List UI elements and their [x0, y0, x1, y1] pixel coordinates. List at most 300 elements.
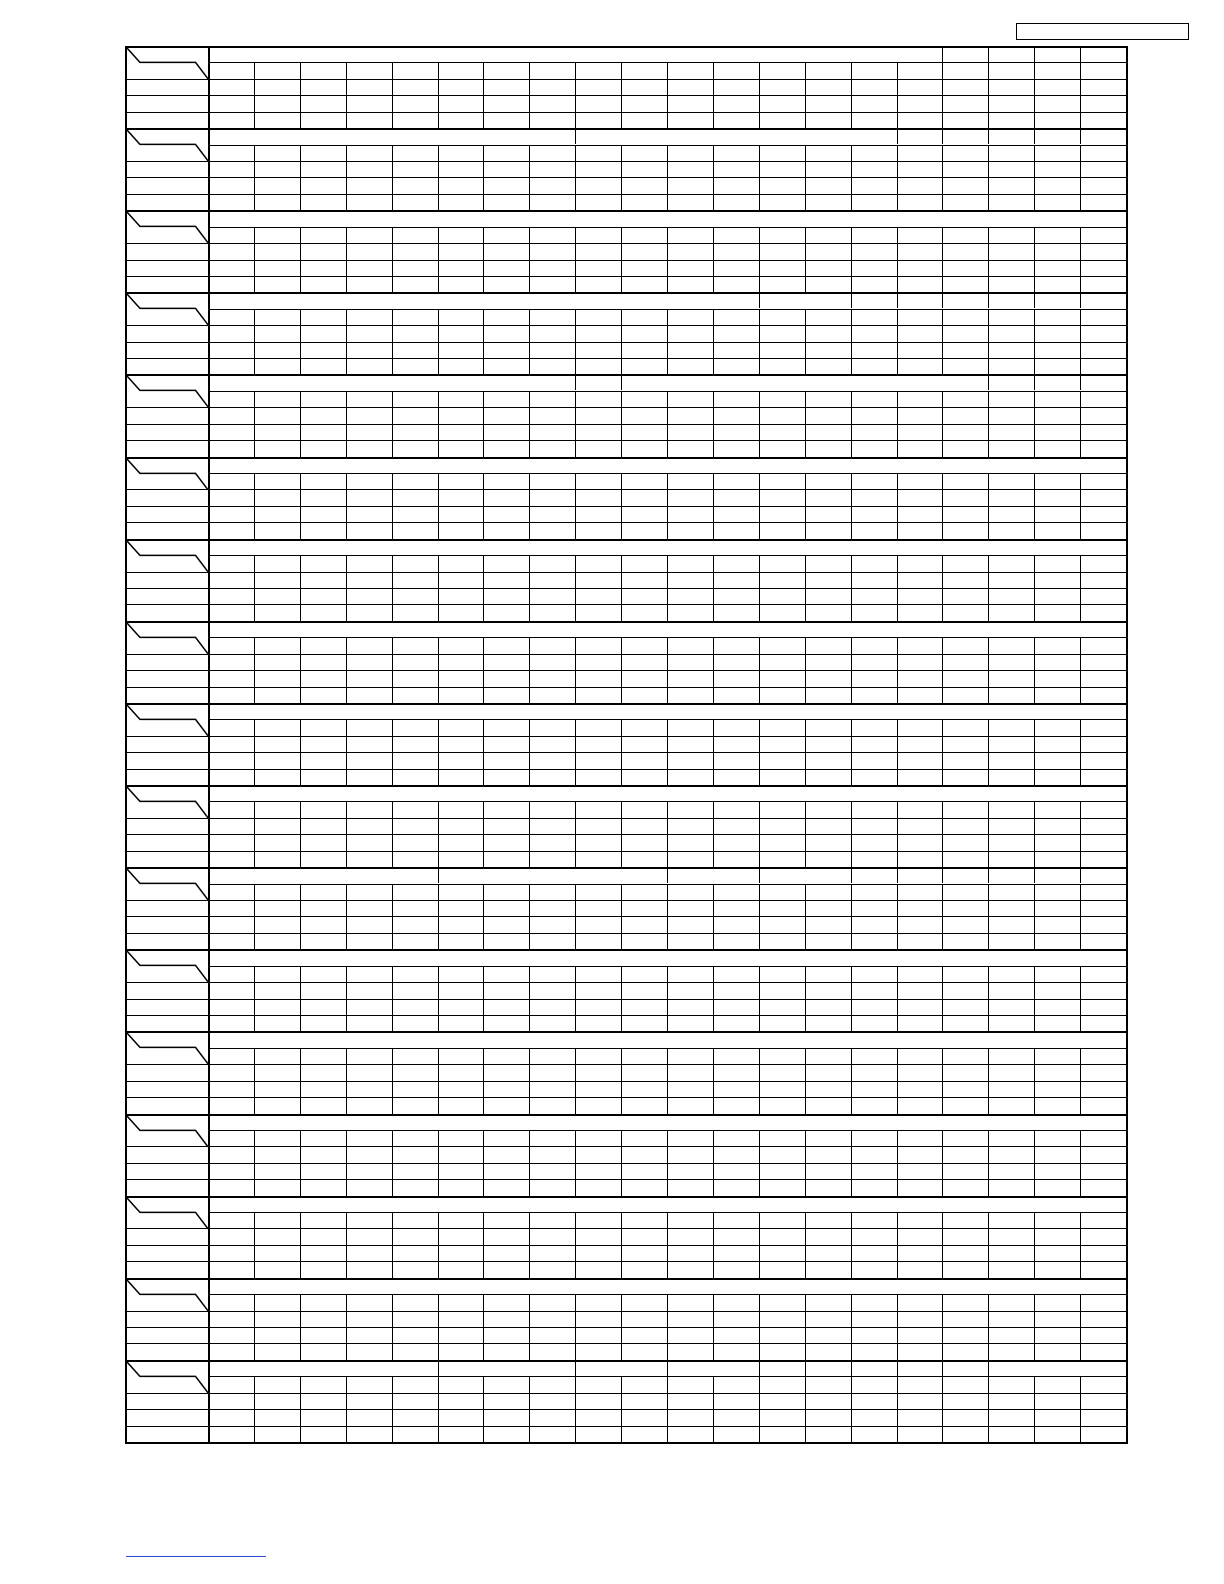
- row-rule: [125, 818, 1127, 819]
- column-rule: [392, 309, 393, 375]
- column-rule: [529, 1294, 530, 1360]
- document-reference-box: [1016, 23, 1189, 40]
- column-rule: [575, 637, 576, 703]
- column-rule: [759, 719, 760, 785]
- column-rule: [392, 391, 393, 457]
- column-rule: [575, 227, 576, 293]
- column-rule: [988, 555, 989, 621]
- header-span-divider: [942, 46, 943, 62]
- header-span-divider: [575, 374, 576, 390]
- column-rule: [851, 145, 852, 211]
- column-rule: [300, 1294, 301, 1360]
- column-rule: [392, 1294, 393, 1360]
- column-rule: [988, 1376, 989, 1442]
- column-rule: [438, 555, 439, 621]
- column-rule: [254, 1130, 255, 1196]
- column-rule: [392, 473, 393, 539]
- column-rule: [1034, 1212, 1035, 1278]
- column-rule: [483, 391, 484, 457]
- header-span-divider: [667, 867, 668, 883]
- header-span-divider: [1034, 867, 1035, 883]
- row-rule: [125, 1015, 1127, 1016]
- header-span-divider: [942, 292, 943, 308]
- column-rule: [805, 555, 806, 621]
- column-rule: [575, 1048, 576, 1114]
- column-rule: [667, 391, 668, 457]
- column-rule: [300, 309, 301, 375]
- row-rule: [125, 736, 1127, 737]
- column-rule: [667, 637, 668, 703]
- outer-frame-left: [125, 46, 127, 1444]
- column-rule: [942, 1376, 943, 1442]
- column-rule: [713, 62, 714, 128]
- header-span-divider: [1080, 867, 1081, 883]
- column-rule: [483, 62, 484, 128]
- block-separator: [125, 1278, 1127, 1280]
- column-rule: [254, 884, 255, 950]
- column-rule: [300, 1376, 301, 1442]
- column-rule: [300, 637, 301, 703]
- row-rule: [125, 522, 1127, 523]
- column-rule: [529, 227, 530, 293]
- column-rule: [575, 884, 576, 950]
- column-rule: [759, 555, 760, 621]
- row-rule: [125, 999, 1127, 1000]
- column-rule: [346, 1376, 347, 1442]
- column-rule: [942, 309, 943, 375]
- column-rule: [1034, 884, 1035, 950]
- header-span-divider: [1034, 374, 1035, 390]
- column-rule: [713, 1048, 714, 1114]
- column-rule: [942, 966, 943, 1032]
- column-rule: [667, 1294, 668, 1360]
- header-span-divider: [759, 1360, 760, 1376]
- header-span-divider: [438, 867, 439, 883]
- column-rule: [346, 145, 347, 211]
- header-span-divider: [988, 1360, 989, 1376]
- column-rule: [759, 473, 760, 539]
- column-rule: [851, 801, 852, 867]
- header-span-divider: [805, 1360, 806, 1376]
- column-rule: [575, 1376, 576, 1442]
- column-rule: [942, 62, 943, 128]
- diagonal-header-cell: [125, 621, 208, 654]
- column-rule: [805, 1048, 806, 1114]
- column-rule: [621, 801, 622, 867]
- column-rule: [1034, 309, 1035, 375]
- outer-frame-top: [125, 46, 1127, 48]
- column-rule: [483, 1212, 484, 1278]
- header-span-divider: [575, 128, 576, 144]
- header-span-divider: [942, 128, 943, 144]
- column-rule: [438, 1130, 439, 1196]
- row-rule: [125, 95, 1127, 96]
- diagonal-header-cell: [125, 292, 208, 325]
- diagonal-header-cell: [125, 1196, 208, 1229]
- column-rule: [805, 719, 806, 785]
- column-rule: [942, 1212, 943, 1278]
- header-span-divider: [897, 128, 898, 144]
- header-span-divider: [897, 292, 898, 308]
- diagonal-header-cell: [125, 210, 208, 243]
- column-rule: [759, 637, 760, 703]
- column-rule: [805, 801, 806, 867]
- column-rule: [575, 966, 576, 1032]
- column-rule: [897, 1294, 898, 1360]
- diagonal-header-cell: [125, 1031, 208, 1064]
- column-rule: [1034, 473, 1035, 539]
- column-rule: [483, 1376, 484, 1442]
- column-rule: [392, 227, 393, 293]
- column-rule: [942, 227, 943, 293]
- column-rule: [1080, 1294, 1081, 1360]
- header-span-divider: [1080, 292, 1081, 308]
- column-rule: [621, 227, 622, 293]
- row-rule: [125, 1064, 1127, 1065]
- column-rule: [575, 62, 576, 128]
- column-rule: [438, 309, 439, 375]
- column-rule: [483, 719, 484, 785]
- row-rule: [125, 79, 1127, 80]
- column-rule: [759, 62, 760, 128]
- column-rule: [1034, 62, 1035, 128]
- column-rule: [621, 1048, 622, 1114]
- column-rule: [346, 966, 347, 1032]
- column-rule: [1080, 555, 1081, 621]
- diagonal-header-cell: [125, 46, 208, 79]
- header-span-divider: [1034, 292, 1035, 308]
- column-rule: [805, 391, 806, 457]
- column-rule: [346, 884, 347, 950]
- row-rule: [125, 506, 1127, 507]
- column-rule: [805, 1376, 806, 1442]
- diagonal-header-cell: [125, 128, 208, 161]
- column-rule: [1034, 1130, 1035, 1196]
- row-rule: [125, 769, 1127, 770]
- column-rule: [759, 1212, 760, 1278]
- column-rule: [300, 1130, 301, 1196]
- column-rule: [988, 1130, 989, 1196]
- column-rule: [1080, 1048, 1081, 1114]
- column-rule: [988, 966, 989, 1032]
- column-rule: [805, 145, 806, 211]
- column-rule: [300, 145, 301, 211]
- column-rule: [529, 145, 530, 211]
- column-rule: [759, 1376, 760, 1442]
- column-rule: [621, 719, 622, 785]
- column-rule: [438, 884, 439, 950]
- column-rule: [254, 1048, 255, 1114]
- column-rule: [667, 719, 668, 785]
- column-rule: [346, 801, 347, 867]
- column-rule: [621, 473, 622, 539]
- column-rule: [667, 145, 668, 211]
- column-rule: [621, 1130, 622, 1196]
- row-rule: [125, 687, 1127, 688]
- column-rule: [667, 966, 668, 1032]
- column-rule: [667, 309, 668, 375]
- row-rule: [125, 1163, 1127, 1164]
- column-rule: [713, 1130, 714, 1196]
- column-rule: [942, 473, 943, 539]
- column-rule: [942, 1130, 943, 1196]
- header-span-divider: [1080, 374, 1081, 390]
- row-rule: [125, 654, 1127, 655]
- row-rule: [125, 424, 1127, 425]
- column-rule: [805, 966, 806, 1032]
- column-rule: [300, 391, 301, 457]
- row-rule: [125, 900, 1127, 901]
- column-rule: [759, 1130, 760, 1196]
- block-separator: [125, 785, 1127, 787]
- column-rule: [254, 391, 255, 457]
- column-rule: [483, 473, 484, 539]
- column-rule: [851, 1130, 852, 1196]
- column-rule: [483, 227, 484, 293]
- column-rule: [897, 555, 898, 621]
- column-rule: [897, 309, 898, 375]
- column-rule: [529, 391, 530, 457]
- row-rule: [125, 670, 1127, 671]
- row-rule: [125, 1409, 1127, 1410]
- column-rule: [621, 555, 622, 621]
- column-rule: [667, 1048, 668, 1114]
- row-rule: [125, 243, 1127, 244]
- row-rule: [125, 1311, 1127, 1312]
- row-rule: [125, 260, 1127, 261]
- column-rule: [713, 884, 714, 950]
- column-rule: [851, 1294, 852, 1360]
- column-rule: [575, 145, 576, 211]
- column-rule: [759, 884, 760, 950]
- column-rule: [254, 1212, 255, 1278]
- column-rule: [851, 1048, 852, 1114]
- column-rule: [438, 1376, 439, 1442]
- header-span-divider: [759, 292, 760, 308]
- column-rule: [759, 309, 760, 375]
- column-rule: [483, 801, 484, 867]
- column-rule: [851, 473, 852, 539]
- column-rule: [300, 1212, 301, 1278]
- column-rule: [300, 555, 301, 621]
- row-rule: [125, 1261, 1127, 1262]
- column-rule: [575, 801, 576, 867]
- header-span-divider: [1080, 128, 1081, 144]
- column-rule: [667, 555, 668, 621]
- column-rule: [438, 719, 439, 785]
- column-rule: [254, 473, 255, 539]
- footer-link[interactable]: [126, 1556, 266, 1557]
- diagonal-header-cell: [125, 1278, 208, 1311]
- column-rule: [346, 309, 347, 375]
- column-rule: [1034, 966, 1035, 1032]
- column-rule: [529, 1212, 530, 1278]
- column-rule: [1034, 801, 1035, 867]
- column-rule: [1080, 719, 1081, 785]
- column-rule: [529, 1130, 530, 1196]
- column-rule: [392, 719, 393, 785]
- column-rule: [805, 1130, 806, 1196]
- column-rule: [575, 555, 576, 621]
- diagonal-header-cell: [125, 867, 208, 900]
- column-rule: [254, 719, 255, 785]
- column-rule: [942, 391, 943, 457]
- column-rule: [529, 309, 530, 375]
- header-span-divider: [897, 867, 898, 883]
- block-separator: [125, 128, 1127, 130]
- column-rule: [988, 1212, 989, 1278]
- column-rule: [392, 555, 393, 621]
- column-rule: [438, 391, 439, 457]
- column-rule: [346, 1212, 347, 1278]
- column-rule: [529, 966, 530, 1032]
- column-rule: [621, 62, 622, 128]
- block-separator: [125, 292, 1127, 294]
- column-rule: [1080, 391, 1081, 457]
- row-rule: [125, 276, 1127, 277]
- column-rule: [300, 62, 301, 128]
- column-rule: [713, 227, 714, 293]
- column-rule: [575, 1212, 576, 1278]
- column-rule: [713, 391, 714, 457]
- diagonal-header-cell: [125, 374, 208, 407]
- column-rule: [942, 1048, 943, 1114]
- column-rule: [438, 801, 439, 867]
- header-span-divider: [988, 374, 989, 390]
- column-rule: [483, 309, 484, 375]
- header-span-divider: [942, 867, 943, 883]
- column-rule: [529, 801, 530, 867]
- header-span-divider: [851, 292, 852, 308]
- column-rule: [575, 391, 576, 457]
- column-rule: [483, 145, 484, 211]
- column-rule: [897, 966, 898, 1032]
- column-rule: [529, 719, 530, 785]
- column-rule: [392, 801, 393, 867]
- column-rule: [897, 1212, 898, 1278]
- block-separator: [125, 1031, 1127, 1033]
- column-rule: [759, 227, 760, 293]
- column-rule: [621, 637, 622, 703]
- row-rule: [125, 1426, 1127, 1427]
- column-rule: [438, 62, 439, 128]
- column-rule: [851, 719, 852, 785]
- column-rule: [713, 1376, 714, 1442]
- column-rule: [346, 1294, 347, 1360]
- column-rule: [942, 145, 943, 211]
- column-rule: [621, 1376, 622, 1442]
- column-rule: [988, 227, 989, 293]
- column-rule: [483, 1048, 484, 1114]
- header-span-divider: [988, 867, 989, 883]
- block-separator: [125, 1114, 1127, 1116]
- column-rule: [483, 1130, 484, 1196]
- column-rule: [851, 391, 852, 457]
- block-separator: [125, 621, 1127, 623]
- column-rule: [1034, 1048, 1035, 1114]
- row-rule: [125, 1245, 1127, 1246]
- row-rule: [125, 489, 1127, 490]
- column-rule: [346, 227, 347, 293]
- column-rule: [1080, 227, 1081, 293]
- row-rule: [125, 1228, 1127, 1229]
- column-rule: [988, 801, 989, 867]
- row-rule: [125, 933, 1127, 934]
- column-rule: [300, 473, 301, 539]
- column-rule: [805, 884, 806, 950]
- block-separator: [125, 867, 1127, 869]
- block-separator: [125, 539, 1127, 541]
- column-rule: [254, 62, 255, 128]
- column-rule: [575, 1294, 576, 1360]
- column-rule: [300, 966, 301, 1032]
- row-rule: [125, 358, 1127, 359]
- column-rule: [667, 473, 668, 539]
- column-rule: [1080, 309, 1081, 375]
- header-span-divider: [988, 46, 989, 62]
- column-rule: [392, 145, 393, 211]
- column-rule: [759, 966, 760, 1032]
- block-separator: [125, 703, 1127, 705]
- column-rule: [575, 309, 576, 375]
- column-rule: [1080, 801, 1081, 867]
- column-rule: [621, 145, 622, 211]
- block-separator: [125, 949, 1127, 951]
- header-span-divider: [621, 374, 622, 390]
- column-rule: [713, 145, 714, 211]
- column-rule: [346, 637, 347, 703]
- header-span-divider: [897, 1360, 898, 1376]
- column-rule: [897, 391, 898, 457]
- column-rule: [438, 473, 439, 539]
- column-rule: [346, 719, 347, 785]
- column-rule: [575, 1130, 576, 1196]
- column-rule: [254, 309, 255, 375]
- column-rule: [713, 1212, 714, 1278]
- column-rule: [1080, 62, 1081, 128]
- column-rule: [1034, 145, 1035, 211]
- column-rule: [346, 62, 347, 128]
- column-rule: [851, 62, 852, 128]
- column-rule: [254, 637, 255, 703]
- column-rule: [438, 637, 439, 703]
- column-rule: [897, 145, 898, 211]
- header-span-divider: [851, 1360, 852, 1376]
- column-rule: [483, 1294, 484, 1360]
- column-rule: [1080, 637, 1081, 703]
- row-rule: [125, 752, 1127, 753]
- column-rule: [851, 1376, 852, 1442]
- column-rule: [346, 555, 347, 621]
- header-span-divider: [667, 1360, 668, 1376]
- column-rule: [897, 62, 898, 128]
- block-separator: [125, 374, 1127, 376]
- column-rule: [392, 966, 393, 1032]
- column-rule: [667, 884, 668, 950]
- column-rule: [805, 1212, 806, 1278]
- column-rule: [346, 473, 347, 539]
- column-rule: [897, 473, 898, 539]
- column-rule: [254, 966, 255, 1032]
- outer-frame-bottom: [125, 1442, 1127, 1444]
- column-rule: [667, 1130, 668, 1196]
- column-rule: [942, 555, 943, 621]
- diagonal-header-cell: [125, 1114, 208, 1147]
- column-rule: [851, 637, 852, 703]
- column-rule: [897, 1048, 898, 1114]
- row-rule: [125, 1393, 1127, 1394]
- column-rule: [621, 884, 622, 950]
